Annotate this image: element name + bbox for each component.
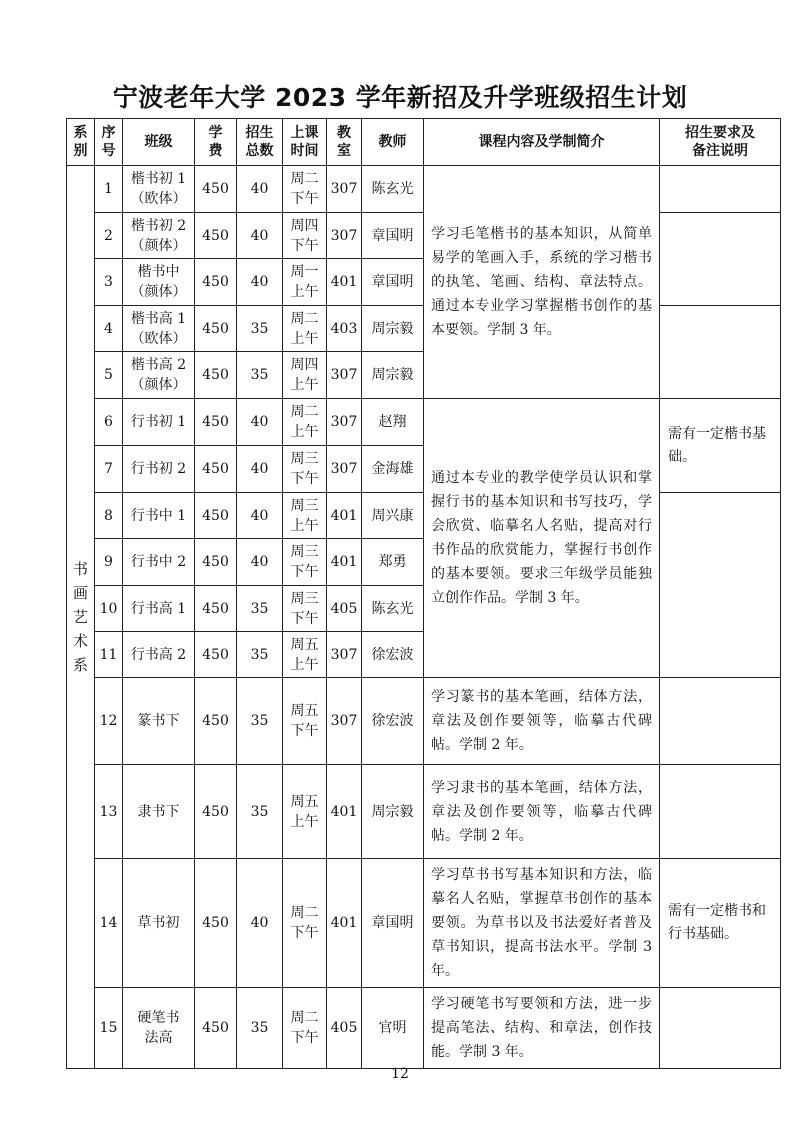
seq-cell: 11 <box>95 632 123 678</box>
room-cell: 405 <box>327 586 362 632</box>
enroll-cell: 40 <box>237 399 283 446</box>
teacher-cell: 章国明 <box>362 859 424 988</box>
room-cell: 401 <box>327 259 362 306</box>
fee-cell: 450 <box>195 678 237 765</box>
class-cell: 楷书初 2 （颜体） <box>123 213 195 259</box>
time-cell: 周三 下午 <box>283 539 327 586</box>
time-cell: 周二 上午 <box>283 399 327 446</box>
enroll-cell: 35 <box>237 306 283 352</box>
room-cell: 403 <box>327 306 362 352</box>
header-fee: 学 费 <box>195 119 237 166</box>
enroll-cell: 40 <box>237 213 283 259</box>
table-row <box>67 859 781 988</box>
room-cell: 401 <box>327 493 362 539</box>
teacher-cell: 赵翔 <box>362 399 424 446</box>
enroll-cell: 35 <box>237 988 283 1069</box>
time-cell: 周四 下午 <box>283 213 327 259</box>
note-cell <box>660 988 781 1069</box>
table-row <box>67 765 781 859</box>
header-note: 招生要求及 备注说明 <box>660 119 781 166</box>
note-cell <box>660 493 781 678</box>
class-cell: 隶书下 <box>123 765 195 859</box>
seq-cell: 5 <box>95 352 123 399</box>
description-cell: 学习篆书的基本笔画，结体方法，章法及创作要领等，临摹古代碑帖。学制 2 年。 <box>424 678 660 765</box>
seq-cell: 8 <box>95 493 123 539</box>
room-cell: 401 <box>327 765 362 859</box>
note-cell <box>660 306 781 399</box>
note-cell <box>660 765 781 859</box>
teacher-cell: 郑勇 <box>362 539 424 586</box>
header-description: 课程内容及学制简介 <box>424 119 660 166</box>
seq-cell: 15 <box>95 988 123 1069</box>
enroll-cell: 35 <box>237 678 283 765</box>
time-cell: 周三 上午 <box>283 493 327 539</box>
fee-cell: 450 <box>195 399 237 446</box>
seq-cell: 2 <box>95 213 123 259</box>
seq-cell: 9 <box>95 539 123 586</box>
class-cell: 楷书高 2 （颜体） <box>123 352 195 399</box>
time-cell: 周五 上午 <box>283 632 327 678</box>
teacher-cell: 章国明 <box>362 259 424 306</box>
header-room: 教 室 <box>327 119 362 166</box>
room-cell: 307 <box>327 678 362 765</box>
fee-cell: 450 <box>195 493 237 539</box>
class-cell: 行书中 2 <box>123 539 195 586</box>
teacher-cell: 周兴康 <box>362 493 424 539</box>
teacher-cell: 周宗毅 <box>362 352 424 399</box>
class-cell: 草书初 <box>123 859 195 988</box>
time-cell: 周二 下午 <box>283 859 327 988</box>
class-cell: 楷书高 1 （欧体） <box>123 306 195 352</box>
class-cell: 楷书中 （颜体） <box>123 259 195 306</box>
enroll-cell: 40 <box>237 539 283 586</box>
fee-cell: 450 <box>195 213 237 259</box>
teacher-cell: 陈玄光 <box>362 166 424 213</box>
note-cell <box>660 166 781 213</box>
department-cell: 书 画 艺 术 系 <box>67 166 95 1069</box>
enroll-cell: 40 <box>237 166 283 213</box>
teacher-cell: 周宗毅 <box>362 306 424 352</box>
time-cell: 周五 下午 <box>283 678 327 765</box>
teacher-cell: 章国明 <box>362 213 424 259</box>
table-row <box>67 166 781 213</box>
seq-cell: 1 <box>95 166 123 213</box>
header-dept: 系 别 <box>67 119 95 166</box>
class-cell: 楷书初 1 （欧体） <box>123 166 195 213</box>
enroll-cell: 35 <box>237 632 283 678</box>
class-cell: 行书高 2 <box>123 632 195 678</box>
class-cell: 行书高 1 <box>123 586 195 632</box>
enroll-cell: 40 <box>237 859 283 988</box>
fee-cell: 450 <box>195 352 237 399</box>
note-cell: 需有一定楷书基础。 <box>660 399 781 493</box>
time-cell: 周一 上午 <box>283 259 327 306</box>
table-row <box>67 678 781 765</box>
class-cell: 篆书下 <box>123 678 195 765</box>
header-seq: 序 号 <box>95 119 123 166</box>
teacher-cell: 陈玄光 <box>362 586 424 632</box>
seq-cell: 12 <box>95 678 123 765</box>
room-cell: 307 <box>327 166 362 213</box>
fee-cell: 450 <box>195 988 237 1069</box>
seq-cell: 7 <box>95 446 123 493</box>
header-teacher: 教师 <box>362 119 424 166</box>
time-cell: 周四 上午 <box>283 352 327 399</box>
seq-cell: 14 <box>95 859 123 988</box>
fee-cell: 450 <box>195 632 237 678</box>
seq-cell: 13 <box>95 765 123 859</box>
room-cell: 307 <box>327 632 362 678</box>
description-cell: 学习毛笔楷书的基本知识，从简单易学的笔画入手，系统的学习楷书的执笔、笔画、结构、章法特点。通过本专业学习掌握楷书创作的基本要领。学制 3 年。 <box>424 166 660 399</box>
header-enroll: 招生 总数 <box>237 119 283 166</box>
room-cell: 405 <box>327 988 362 1069</box>
table-row <box>67 399 781 446</box>
fee-cell: 450 <box>195 166 237 213</box>
seq-cell: 4 <box>95 306 123 352</box>
class-cell: 硬笔书 法高 <box>123 988 195 1069</box>
enroll-cell: 35 <box>237 765 283 859</box>
room-cell: 307 <box>327 213 362 259</box>
teacher-cell: 金海雄 <box>362 446 424 493</box>
teacher-cell: 周宗毅 <box>362 765 424 859</box>
fee-cell: 450 <box>195 446 237 493</box>
fee-cell: 450 <box>195 259 237 306</box>
time-cell: 周二 上午 <box>283 306 327 352</box>
description-cell: 学习隶书的基本笔画，结体方法，章法及创作要领等，临摹古代碑帖。学制 2 年。 <box>424 765 660 859</box>
time-cell: 周二 下午 <box>283 166 327 213</box>
room-cell: 401 <box>327 539 362 586</box>
room-cell: 307 <box>327 446 362 493</box>
time-cell: 周二 下午 <box>283 988 327 1069</box>
teacher-cell: 徐宏波 <box>362 678 424 765</box>
enrollment-plan-table <box>66 118 781 1069</box>
header-time: 上课 时间 <box>283 119 327 166</box>
fee-cell: 450 <box>195 765 237 859</box>
seq-cell: 3 <box>95 259 123 306</box>
enroll-cell: 40 <box>237 493 283 539</box>
teacher-cell: 徐宏波 <box>362 632 424 678</box>
seq-cell: 6 <box>95 399 123 446</box>
time-cell: 周五 上午 <box>283 765 327 859</box>
enroll-cell: 40 <box>237 259 283 306</box>
enroll-cell: 35 <box>237 586 283 632</box>
teacher-cell: 官明 <box>362 988 424 1069</box>
time-cell: 周三 下午 <box>283 446 327 493</box>
note-cell <box>660 678 781 765</box>
description-cell: 通过本专业的教学使学员认识和掌握行书的基本知识和书写技巧，学会欣赏、临摹名人名贴，提高对行书作品的欣赏能力，掌握行书创作的基本要领。要求三年级学员能独立创作作品。学制 3 年。 <box>424 399 660 678</box>
time-cell: 周三 下午 <box>283 586 327 632</box>
description-cell: 学习硬笔书写要领和方法，进一步提高笔法、结构、和章法，创作技能。学制 3 年。 <box>424 988 660 1069</box>
page-number: 12 <box>391 1066 409 1082</box>
header-class: 班级 <box>123 119 195 166</box>
note-cell: 需有一定楷书和行书基础。 <box>660 859 781 988</box>
seq-cell: 10 <box>95 586 123 632</box>
enroll-cell: 35 <box>237 352 283 399</box>
class-cell: 行书中 1 <box>123 493 195 539</box>
fee-cell: 450 <box>195 586 237 632</box>
enroll-cell: 40 <box>237 446 283 493</box>
room-cell: 307 <box>327 399 362 446</box>
fee-cell: 450 <box>195 306 237 352</box>
note-cell <box>660 213 781 306</box>
class-cell: 行书初 2 <box>123 446 195 493</box>
description-cell: 学习草书书写基本知识和方法，临摹名人名贴，掌握草书创作的基本要领。为草书以及书法爱好者普及草书知识，提高书法水平。学制 3 年。 <box>424 859 660 988</box>
table-row <box>67 988 781 1069</box>
room-cell: 307 <box>327 352 362 399</box>
class-cell: 行书初 1 <box>123 399 195 446</box>
room-cell: 401 <box>327 859 362 988</box>
fee-cell: 450 <box>195 859 237 988</box>
fee-cell: 450 <box>195 539 237 586</box>
page-title: 宁波老年大学 2023 学年新招及升学班级招生计划 <box>112 83 688 112</box>
